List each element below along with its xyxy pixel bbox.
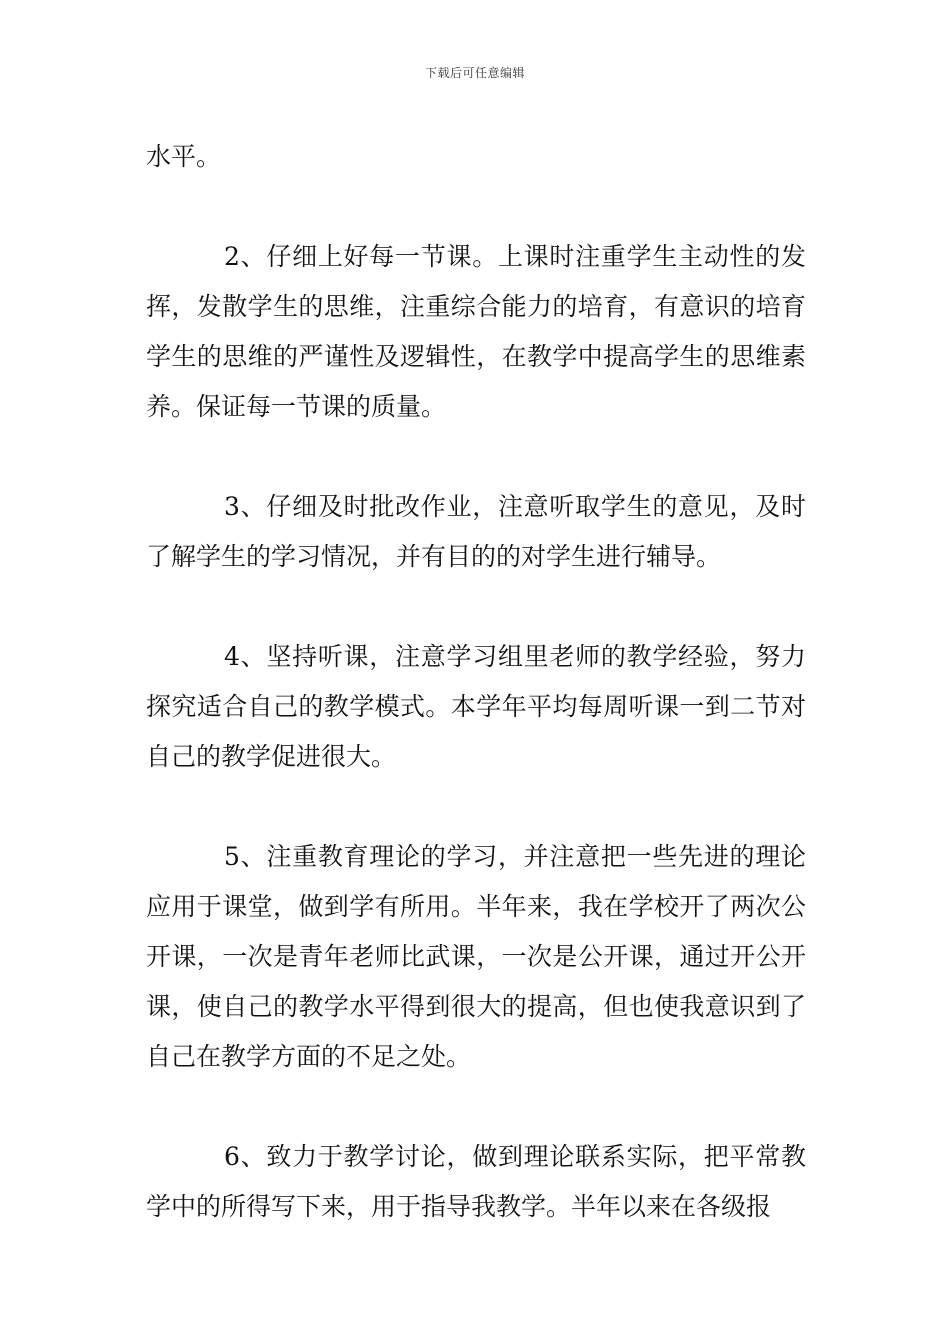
- paragraph-item-2: 2、仔细上好每一节课。上课时注重学生主动性的发挥，发散学生的思维，注重综合能力的培育，有意识的培育学生的思维的严谨性及逻辑性，在教学中提高学生的思维素养。保证每一节课的质量。: [146, 242, 806, 421]
- paragraph-gap: [146, 782, 806, 832]
- paragraph-gap: [146, 1082, 806, 1132]
- paragraph-item-4: 4、坚持听课，注意学习组里老师的教学经验，努力探究适合自己的教学模式。本学年平均每周听课一到二节对自己的教学促进很大。: [146, 642, 806, 771]
- page-header: 下载后可任意编辑: [424, 66, 525, 80]
- paragraph-item-3: 3、仔细及时批改作业，注意听取学生的意见，及时了解学生的学习情况，并有目的的对学生进行辅导。: [146, 492, 806, 571]
- paragraph-item-6: 6、致力于教学讨论，做到理论联系实际，把平常教学中的所得写下来，用于指导我教学。半年以来在各级报: [146, 1142, 806, 1221]
- paragraph-continuation: 水平。: [146, 142, 222, 171]
- paragraph-gap: [146, 582, 806, 632]
- document-body: [146, 132, 806, 1232]
- paragraph-gap: [146, 432, 806, 482]
- paragraph-gap: [146, 182, 806, 232]
- paragraph-item-5: 5、注重教育理论的学习，并注意把一些先进的理论应用于课堂，做到学有所用。半年来，我在学校开了两次公开课，一次是青年老师比武课，一次是公开课，通过开公开课，使自己的教学水平得到很大的提高，但也使我意识到了自己在教学方面的不足之处。: [146, 842, 806, 1071]
